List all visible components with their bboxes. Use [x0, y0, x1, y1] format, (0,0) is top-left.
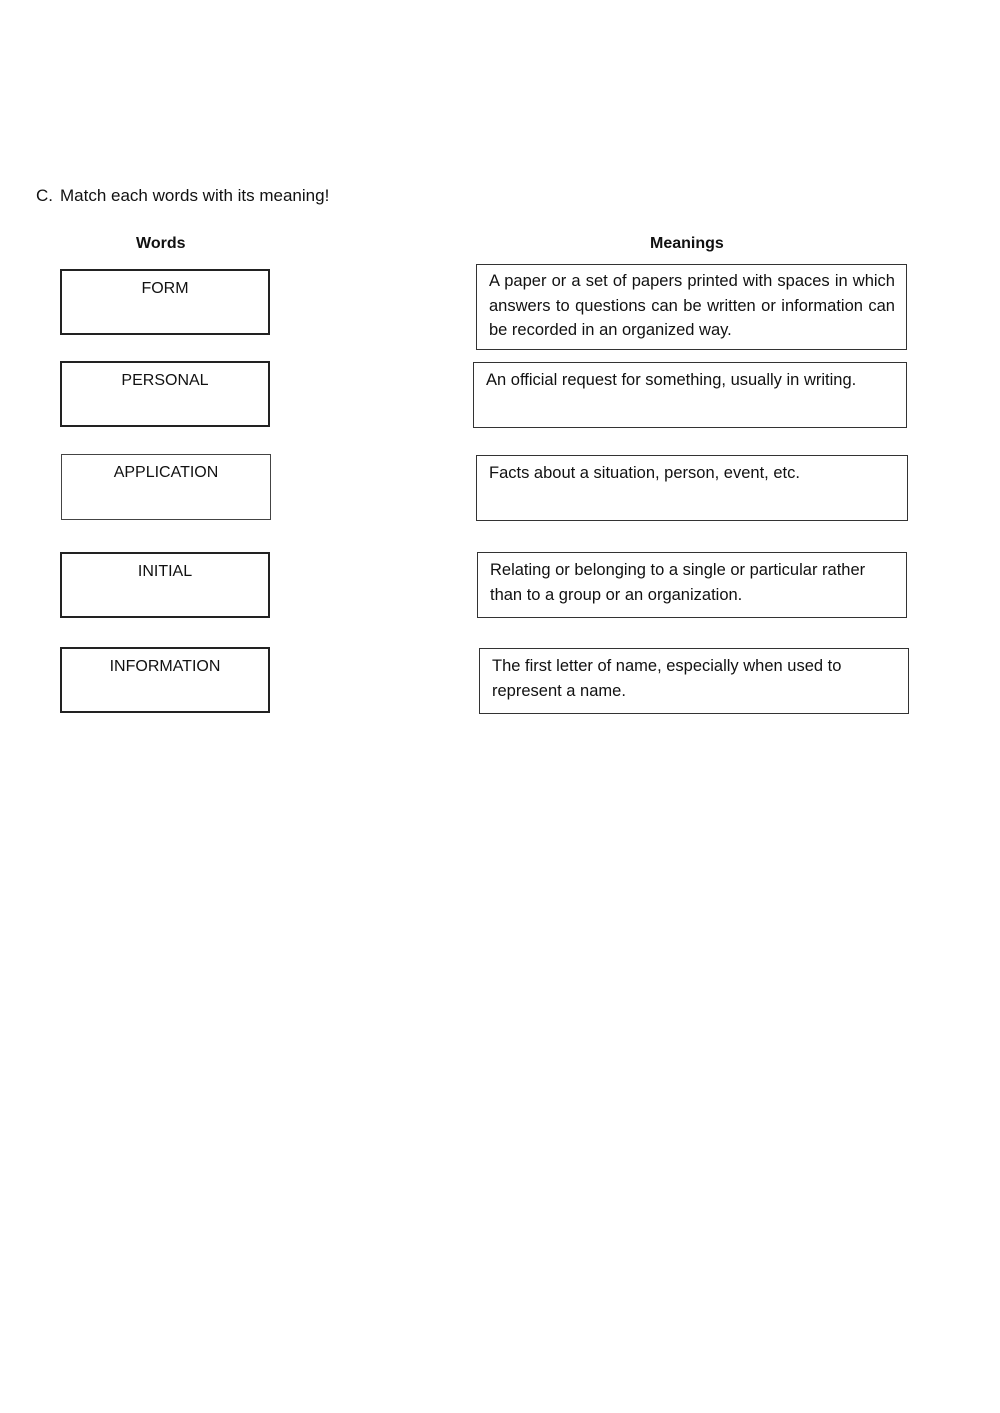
meaning-card-2[interactable]: An official request for something, usually in writing. — [473, 362, 907, 428]
word-card-personal[interactable]: PERSONAL — [60, 361, 270, 427]
word-card-form[interactable]: FORM — [60, 269, 270, 335]
word-card-information[interactable]: INFORMATION — [60, 647, 270, 713]
word-card-initial[interactable]: INITIAL — [60, 552, 270, 618]
exercise-instruction — [36, 185, 329, 207]
meaning-card-1[interactable]: A paper or a set of papers printed with spaces in which answers to questions can be written or information can be recorded in an organized way. — [476, 264, 907, 350]
instruction-text: Match each words with its meaning! — [60, 186, 330, 205]
word-card-application[interactable]: APPLICATION — [61, 454, 271, 520]
meanings-column-header: Meanings — [650, 235, 724, 252]
words-column-header: Words — [136, 235, 186, 252]
meaning-card-3[interactable]: Facts about a situation, person, event, etc. — [476, 455, 908, 521]
meaning-card-5[interactable]: The first letter of name, especially when used to represent a name. — [479, 648, 909, 714]
meaning-card-4[interactable]: Relating or belonging to a single or particular rather than to a group or an organization. — [477, 552, 907, 618]
exercise-number: C. — [36, 186, 53, 205]
